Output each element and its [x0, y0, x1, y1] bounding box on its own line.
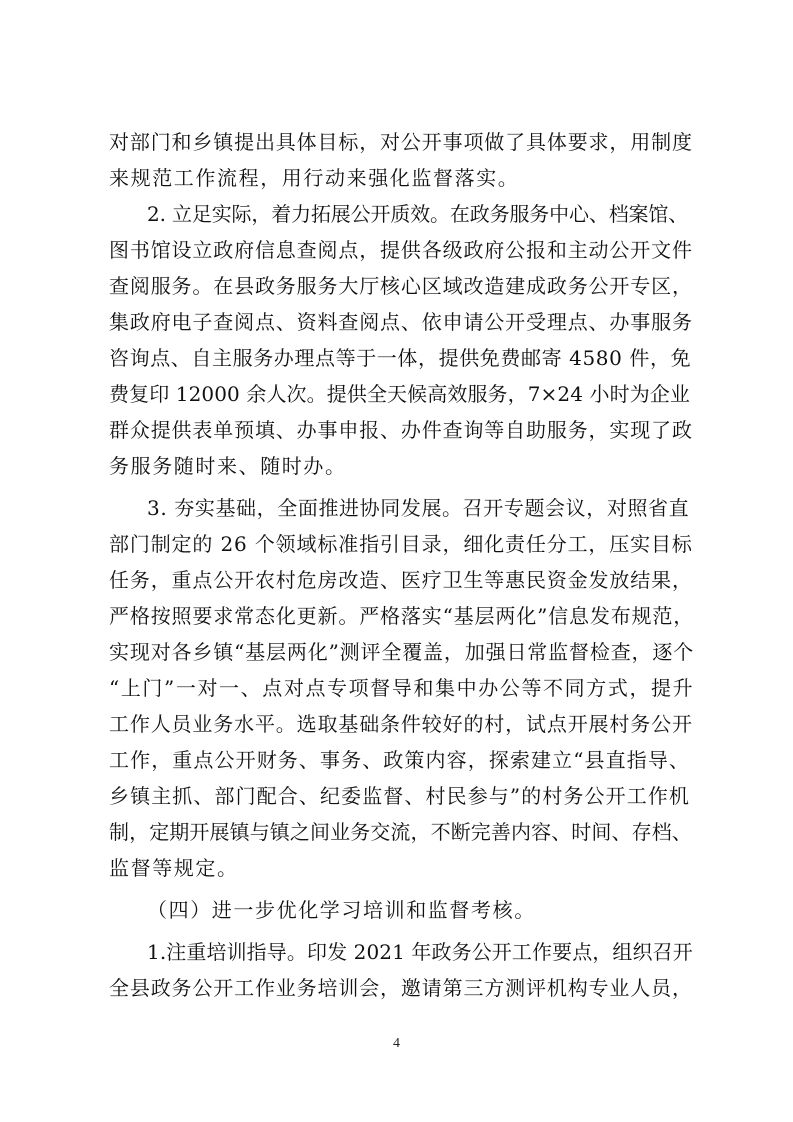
- text-line: 工作人员业务水平。选取基础条件较好的村，试点开展村务公开: [109, 712, 693, 736]
- section-heading: （四）进一步优化学习培训和监督考核。: [147, 898, 536, 922]
- text-line: 图书馆设立政府信息查阅点，提供各级政府公报和主动公开文件: [109, 238, 693, 262]
- text-line: 监督等规定。: [109, 856, 239, 880]
- text-line: 1.注重培训指导。印发 2021 年政务公开工作要点，组织召开: [147, 940, 693, 964]
- text-line: 实现对各乡镇“基层两化”测评全覆盖，加强日常监督检查，逐个: [109, 640, 695, 664]
- text-line: 群众提供表单预填、办事申报、办件查询等自助服务，实现了政: [109, 418, 693, 442]
- text-line: 全县政务公开工作业务培训会，邀请第三方测评机构专业人员，: [109, 976, 693, 1000]
- text-line: 工作，重点公开财务、事务、政策内容，探索建立“县直指导、: [109, 748, 691, 772]
- text-line: 咨询点、自主服务办理点等于一体，提供免费邮寄 4580 件，免: [109, 346, 692, 370]
- text-line: 部门制定的 26 个领域标准指引目录，细化责任分工，压实目标: [109, 532, 693, 556]
- text-line: 集政府电子查阅点、资料查阅点、依申请公开受理点、办事服务: [109, 310, 693, 334]
- text-line: 2. 立足实际，着力拓展公开质效。在政务服务中心、档案馆、: [147, 202, 689, 226]
- text-line: 乡镇主抓、部门配合、纪委监督、村民参与”的村务公开工作机: [109, 784, 691, 808]
- text-line: 3. 夯实基础，全面推进协同发展。召开专题会议，对照省直: [147, 496, 690, 520]
- page-number: 4: [393, 1036, 400, 1051]
- text-line: “上门”一对一、点对点专项督导和集中办公等不同方式，提升: [109, 676, 695, 700]
- text-line: 任务，重点公开农村危房改造、医疗卫生等惠民资金发放结果，: [109, 568, 693, 592]
- text-line: 对部门和乡镇提出具体目标，对公开事项做了具体要求，用制度: [109, 130, 693, 154]
- text-line: 查阅服务。在县政务服务大厅核心区域改造建成政务公开专区，: [109, 274, 693, 298]
- text-line: 务服务随时来、随时办。: [109, 454, 347, 478]
- text-line: 严格按照要求常态化更新。严格落实“基层两化”信息发布规范，: [109, 604, 695, 628]
- text-line: 来规范工作流程，用行动来强化监督落实。: [109, 166, 520, 190]
- text-line: 制，定期开展镇与镇之间业务交流，不断完善内容、时间、存档、: [109, 820, 692, 844]
- text-line: 费复印 12000 余人次。提供全天候高效服务，7×24 小时为企业: [109, 382, 691, 406]
